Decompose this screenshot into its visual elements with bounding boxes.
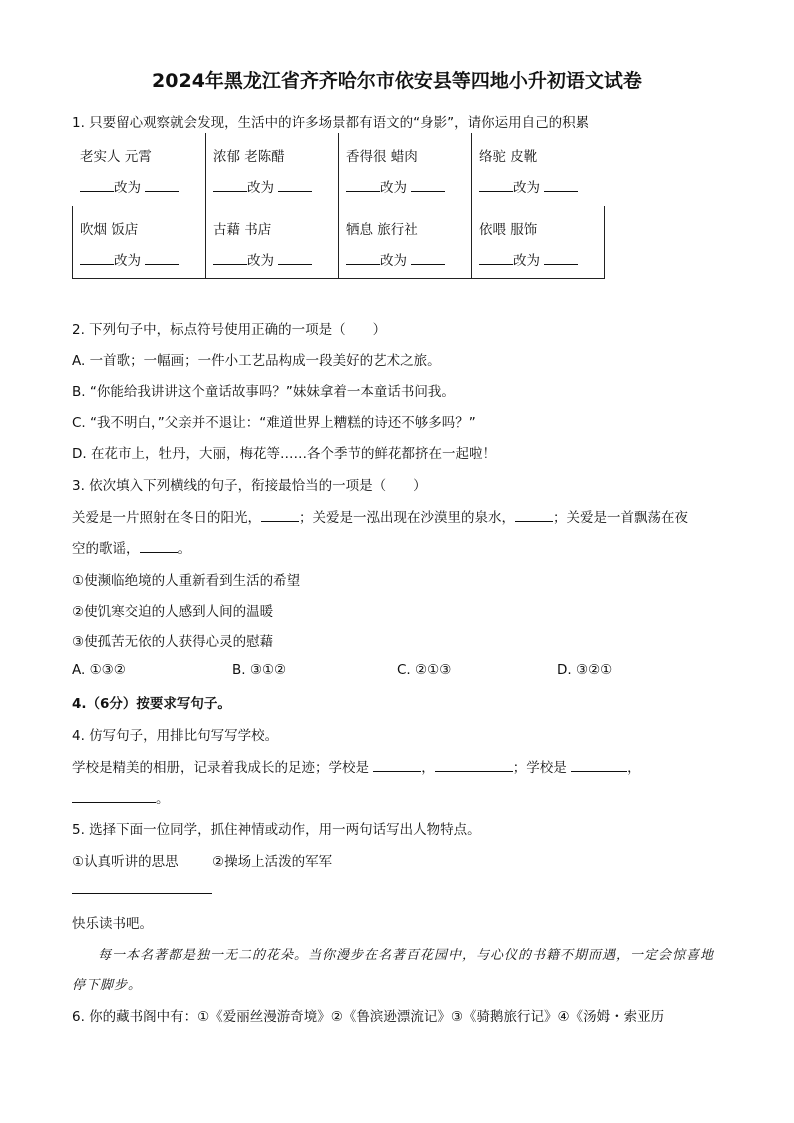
q3-choice-a[interactable]: A. ①③② xyxy=(72,662,126,678)
change-label: 改为 xyxy=(247,253,274,269)
q2-stem: 2. 下列句子中，标点符号使用正确的一项是（ ） xyxy=(72,322,387,338)
reading-quote-line-1: 每一本名著都是独一无二的花朵。当你漫步在名著百花园中，与心仪的书籍不期而遇，一定会惊喜地 xyxy=(98,948,715,963)
answer-blank[interactable] xyxy=(278,178,312,192)
q1-stem: 1. 只要留心观察就会发现，生活中的许多场景都有语文的“身影”，请你运用自己的积累 xyxy=(72,115,590,131)
passage-text: ；关爱是一泓出现在沙漠里的泉水， xyxy=(299,510,515,526)
q2-option-c[interactable]: C. “我不明白，”父亲并不退让：“难道世界上糟糕的诗还不够多吗？” xyxy=(72,415,476,431)
write-blank[interactable] xyxy=(373,758,421,772)
cell-words: 古藉 书店 xyxy=(213,222,272,238)
punct: ， xyxy=(421,760,435,776)
q3-choice-b[interactable]: B. ③①② xyxy=(232,662,287,678)
answer-blank[interactable] xyxy=(80,251,114,265)
q5-stem: 5. 选择下面一位同学，抓住神情或动作，用一两句话写出人物特点。 xyxy=(72,822,481,838)
answer-blank[interactable] xyxy=(479,178,513,192)
sentence-text: 学校是精美的相册，记录着我成长的足迹；学校是 xyxy=(72,760,369,776)
q3-stem: 3. 依次填入下列横线的句子，衔接最恰当的一项是（ ） xyxy=(72,478,427,494)
reading-quote-line-2: 停下脚步。 xyxy=(72,978,143,993)
q2-option-a[interactable]: A. 一首歌；一幅画；一件小工艺品构成一段美好的艺术之旅。 xyxy=(72,353,441,369)
cell-words: 浓郁 老陈醋 xyxy=(213,149,285,165)
fill-blank[interactable] xyxy=(140,539,178,553)
answer-blank[interactable] xyxy=(544,251,578,265)
cell-words: 香得很 蜡肉 xyxy=(346,149,418,165)
cell-words: 吹烟 饭店 xyxy=(80,222,139,238)
write-blank[interactable] xyxy=(435,758,513,772)
passage-text: 空的歌谣， xyxy=(72,541,140,557)
cell-words: 络驼 皮靴 xyxy=(479,149,538,165)
q3-choice-d[interactable]: D. ③②① xyxy=(557,662,613,678)
cell-words: 牺息 旅行社 xyxy=(346,222,418,238)
sentence-text: ；学校是 xyxy=(512,760,567,776)
answer-blank[interactable] xyxy=(411,178,445,192)
q5-option-1: ①认真听讲的思思 xyxy=(72,854,179,870)
answer-blank[interactable] xyxy=(145,178,179,192)
cell-words: 依喂 服饰 xyxy=(479,222,538,238)
change-label: 改为 xyxy=(513,180,540,196)
change-label: 改为 xyxy=(513,253,540,269)
q3-passage-line-2 xyxy=(72,537,191,557)
answer-blank[interactable] xyxy=(80,178,114,192)
punct: ， xyxy=(627,760,641,776)
q4-section-header: 4.（6分）按要求写句子。 xyxy=(72,696,231,712)
q3-item-3: ③使孤苦无依的人获得心灵的慰藉 xyxy=(72,634,274,650)
change-label: 改为 xyxy=(247,180,274,196)
answer-blank[interactable] xyxy=(479,251,513,265)
write-blank[interactable] xyxy=(571,758,627,772)
q3-passage-line-1 xyxy=(72,506,688,526)
page-title: 2024年黑龙江省齐齐哈尔市依安县等四地小升初语文试卷 xyxy=(152,70,642,92)
answer-blank[interactable] xyxy=(346,251,380,265)
q5-answer-line[interactable] xyxy=(72,893,212,894)
q4-stem: 4. 仿写句子，用排比句写写学校。 xyxy=(72,728,279,744)
q3-choice-c[interactable]: C. ②①③ xyxy=(397,662,452,678)
change-label: 改为 xyxy=(114,253,141,269)
answer-blank[interactable] xyxy=(411,251,445,265)
answer-blank[interactable] xyxy=(213,251,247,265)
q5-option-2: ②操场上活泼的军军 xyxy=(212,854,333,870)
word-correction-table xyxy=(72,133,605,279)
q3-item-1: ①使濒临绝境的人重新看到生活的希望 xyxy=(72,573,301,589)
q4-sentence-line-1 xyxy=(72,756,641,776)
write-blank[interactable] xyxy=(72,789,156,803)
answer-blank[interactable] xyxy=(278,251,312,265)
change-label: 改为 xyxy=(114,180,141,196)
fill-blank[interactable] xyxy=(261,508,299,522)
reading-header: 快乐读书吧。 xyxy=(72,916,153,932)
q2-option-b[interactable]: B. “你能给我讲讲这个童话故事吗？”妹妹拿着一本童话书问我。 xyxy=(72,384,455,400)
change-label: 改为 xyxy=(380,180,407,196)
q6-stem: 6. 你的藏书阁中有：①《爱丽丝漫游奇境》②《鲁滨逊漂流记》③《骑鹅旅行记》④《汤姆・索亚历 xyxy=(72,1009,665,1025)
passage-text: 。 xyxy=(177,541,191,557)
q4-sentence-line-2 xyxy=(72,787,170,807)
answer-blank[interactable] xyxy=(544,178,578,192)
q3-item-2: ②使饥寒交迫的人感到人间的温暖 xyxy=(72,604,274,620)
punct: 。 xyxy=(156,791,170,807)
fill-blank[interactable] xyxy=(515,508,553,522)
passage-text: 关爱是一片照射在冬日的阳光， xyxy=(72,510,261,526)
answer-blank[interactable] xyxy=(346,178,380,192)
answer-blank[interactable] xyxy=(145,251,179,265)
passage-text: ；关爱是一首飘荡在夜 xyxy=(553,510,688,526)
answer-blank[interactable] xyxy=(213,178,247,192)
change-label: 改为 xyxy=(380,253,407,269)
q2-option-d[interactable]: D. 在花市上，牡丹，大丽，梅花等……各个季节的鲜花都挤在一起啦！ xyxy=(72,446,496,462)
cell-words: 老实人 元霄 xyxy=(80,149,152,165)
